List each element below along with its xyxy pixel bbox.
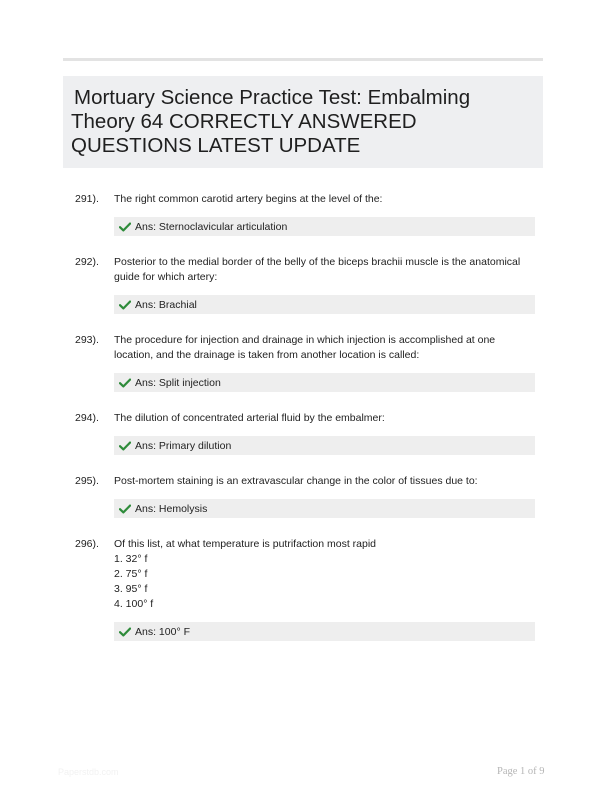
question-list [75, 192, 535, 660]
option-list [114, 552, 535, 612]
page-title: Mortuary Science Practice Test: Embalming Theory 64 CORRECTLY ANSWERED QUESTIONS LATEST UPDATE [71, 86, 471, 157]
check-icon [119, 504, 131, 514]
check-icon [119, 222, 131, 232]
question-body [114, 537, 535, 612]
answer-box [114, 217, 535, 236]
answer-box [114, 373, 535, 392]
question-number: 296). [75, 538, 99, 550]
question-item [75, 255, 535, 314]
question-number: 291). [75, 193, 99, 205]
answer-box [114, 295, 535, 314]
answer-text: Ans: Brachial [135, 298, 197, 311]
option-item: 4. 100° f [114, 598, 154, 610]
answer-text: Ans: 100° F [135, 625, 190, 638]
check-icon [119, 378, 131, 388]
question-text: The dilution of concentrated arterial fluid by the embalmer: [114, 412, 385, 424]
answer-text: Ans: Hemolysis [135, 502, 208, 515]
question-text: The procedure for injection and drainage in which injection is accomplished at one location, and the drainage is taken from another location is called: [114, 334, 496, 361]
top-divider [63, 58, 543, 61]
title-banner [63, 76, 543, 168]
answer-box [114, 622, 535, 641]
page-number: Page 1 of 9 [497, 766, 545, 777]
check-icon [119, 300, 131, 310]
question-number: 294). [75, 412, 99, 424]
question-number: 292). [75, 256, 99, 268]
answer-box [114, 436, 535, 455]
answer-box [114, 499, 535, 518]
question-text: Posterior to the medial border of the belly of the biceps brachii muscle is the anatomical guide for which artery: [114, 256, 521, 283]
answer-text: Ans: Split injection [135, 376, 221, 389]
question-text: Post-mortem staining is an extravascular change in the color of tissues due to: [114, 475, 478, 487]
question-item [75, 537, 535, 641]
question-text: Of this list, at what temperature is putrifaction most rapid [114, 538, 377, 550]
question-item [75, 474, 535, 518]
option-item: 1. 32° f [114, 553, 148, 565]
question-text: The right common carotid artery begins at the level of the: [114, 193, 383, 205]
check-icon [119, 627, 131, 637]
option-item: 2. 75° f [114, 568, 148, 580]
footer-watermark: Paperstdb.com [58, 767, 119, 777]
question-item [75, 411, 535, 455]
answer-text: Ans: Sternoclavicular articulation [135, 220, 288, 233]
option-item: 3. 95° f [114, 583, 148, 595]
question-item [75, 192, 535, 236]
answer-text: Ans: Primary dilution [135, 439, 232, 452]
check-icon [119, 441, 131, 451]
question-item [75, 333, 535, 392]
question-number: 295). [75, 475, 99, 487]
question-number: 293). [75, 334, 99, 346]
